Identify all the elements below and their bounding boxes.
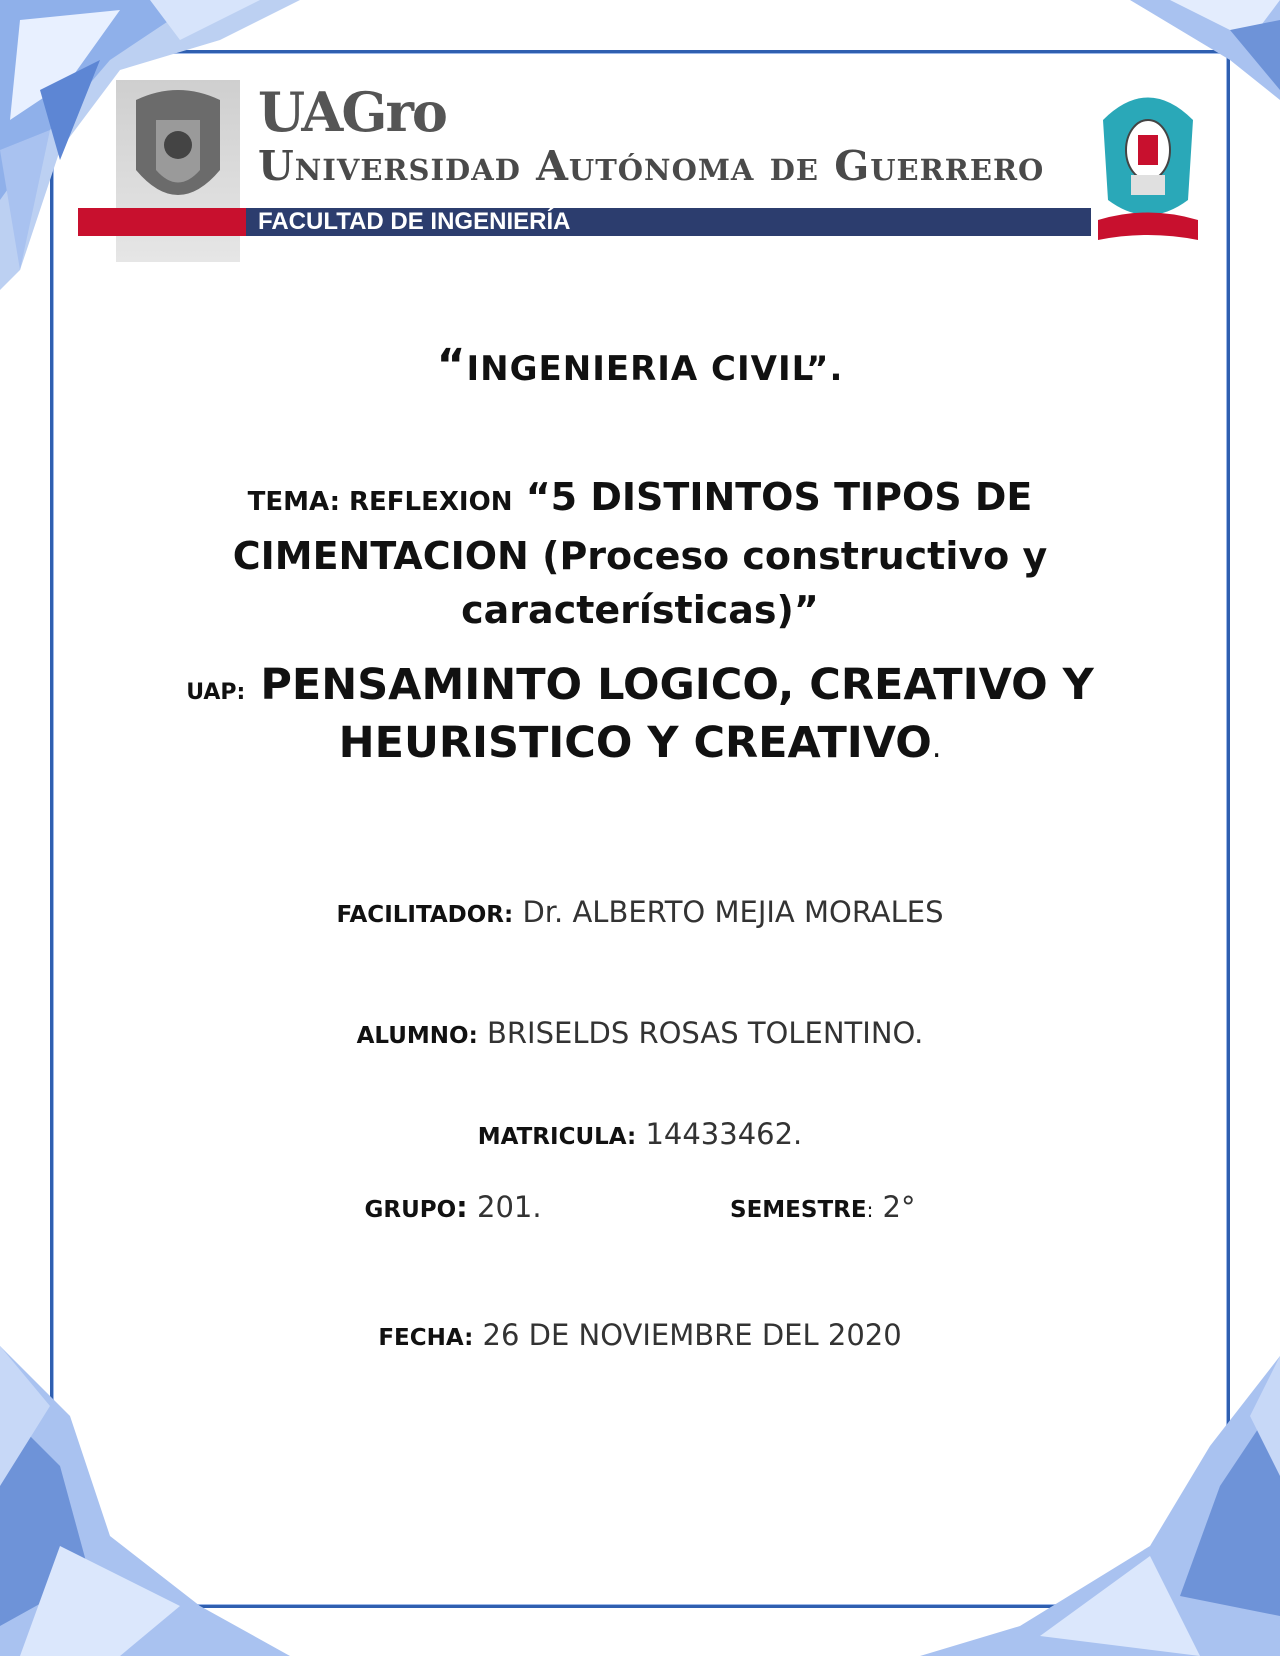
grupo-label: GRUPO xyxy=(364,1197,457,1223)
faculty-emblem-logo xyxy=(1093,80,1203,250)
diamond-ornament-bottom-right xyxy=(920,1356,1280,1656)
tema-value: “5 DISTINTOS TIPOS DE CIMENTACION (Proceso constructivo y características)” xyxy=(232,475,1048,632)
fecha-value: 26 DE NOVIEMBRE DEL 2020 xyxy=(482,1318,902,1352)
fecha-label: FECHA: xyxy=(378,1325,474,1351)
semestre-value: 2° xyxy=(882,1190,916,1224)
alumno-label: ALUMNO: xyxy=(356,1023,478,1049)
tema-label: TEMA: REFLEXION xyxy=(247,487,513,517)
tema-block xyxy=(150,470,1130,637)
university-name: Universidad Autónoma de Guerrero xyxy=(258,142,1045,190)
alumno-field xyxy=(150,1016,1130,1050)
career-title: “INGENIERIA CIVIL”. xyxy=(436,340,844,391)
alumno-value: BRISELDS ROSAS TOLENTINO. xyxy=(487,1016,924,1050)
faculty-name: FACULTAD DE INGENIERÍA xyxy=(258,208,571,235)
uap-value: PENSAMINTO LOGICO, CREATIVO Y HEURISTICO Y CREATIVO xyxy=(260,660,1094,768)
grupo-semestre-row: GRUPO: 201. SEMESTRE: 2° xyxy=(364,1190,916,1224)
matricula-label: MATRICULA: xyxy=(477,1124,637,1150)
uap-block: UAP: PENSAMINTO LOGICO, CREATIVO Y HEURISTICO Y CREATIVO. xyxy=(186,660,1094,768)
facilitador-value: Dr. ALBERTO MEJIA MORALES xyxy=(522,895,944,929)
matricula-value: 14433462. xyxy=(645,1117,803,1151)
short-name: UAGro xyxy=(258,80,446,144)
semestre-label: SEMESTRE xyxy=(730,1197,867,1223)
facilitador-field xyxy=(150,895,1130,929)
university-header xyxy=(78,80,1203,270)
matricula-field xyxy=(150,1117,1130,1151)
facilitador-label: FACILITADOR: xyxy=(336,902,514,928)
fecha-field xyxy=(150,1318,1130,1352)
grupo-value: 201. xyxy=(477,1190,542,1224)
faculty-bar xyxy=(246,208,1091,236)
uap-label: UAP: xyxy=(186,680,246,705)
diamond-ornament-bottom-left xyxy=(0,1346,290,1656)
red-stripe xyxy=(78,208,246,236)
